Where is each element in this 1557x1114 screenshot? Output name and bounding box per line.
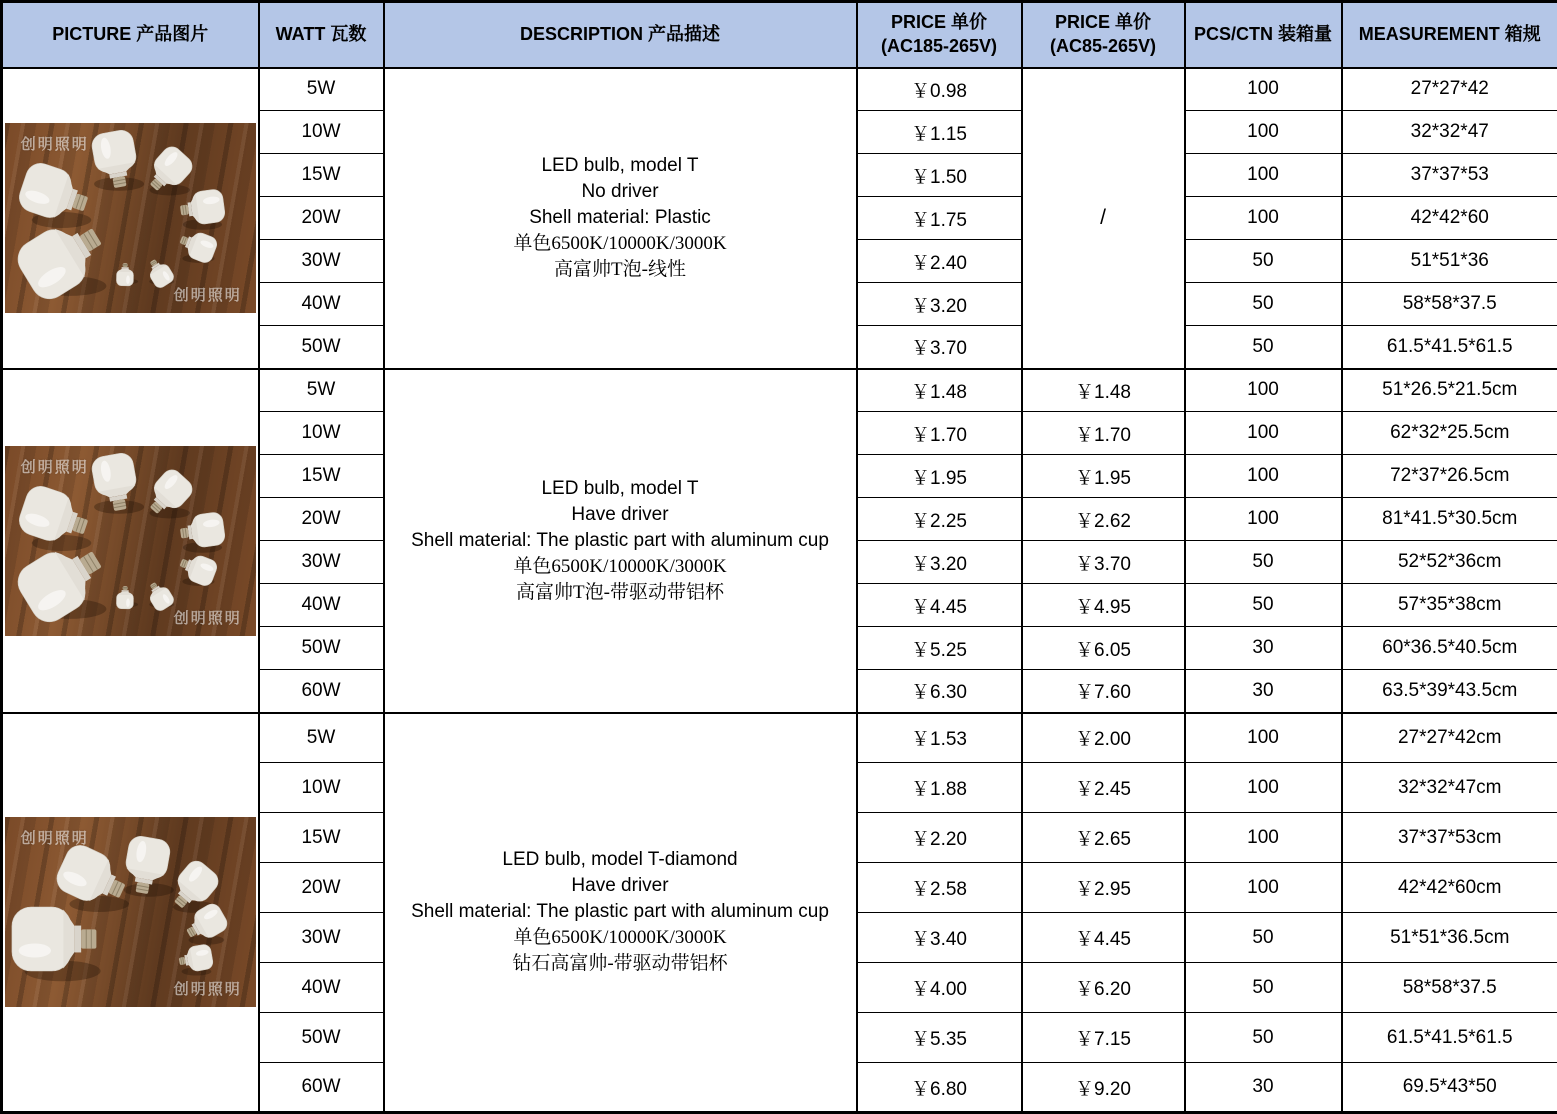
price-table-header bbox=[2, 2, 1557, 68]
price-table-body bbox=[2, 68, 1557, 1113]
cell-watt: 20W bbox=[259, 498, 384, 541]
cell-watt: 15W bbox=[259, 154, 384, 197]
product-photo bbox=[5, 446, 256, 636]
cell-watt: 5W bbox=[259, 713, 384, 763]
cell-measurement: 69.5*43*50 bbox=[1342, 1063, 1557, 1113]
cell-price-ac85-265v: ￥1.95 bbox=[1022, 455, 1185, 498]
cell-measurement: 58*58*37.5 bbox=[1342, 963, 1557, 1013]
cell-measurement: 62*32*25.5cm bbox=[1342, 412, 1557, 455]
cell-watt: 50W bbox=[259, 1013, 384, 1063]
product-photo bbox=[5, 123, 256, 313]
cell-watt: 30W bbox=[259, 240, 384, 283]
column-header-1 bbox=[259, 2, 384, 68]
cell-price-ac85-265v: ￥9.20 bbox=[1022, 1063, 1185, 1113]
column-header-label: WATT 瓦数 bbox=[264, 23, 379, 46]
cell-pcs-per-carton: 50 bbox=[1185, 541, 1342, 584]
cell-price-ac185-265v: ￥1.53 bbox=[857, 713, 1022, 763]
cell-pcs-per-carton: 50 bbox=[1185, 240, 1342, 283]
cell-price-ac85-265v: ￥2.62 bbox=[1022, 498, 1185, 541]
cell-price-ac85-265v: ￥4.95 bbox=[1022, 584, 1185, 627]
cell-price-ac185-265v: ￥2.40 bbox=[857, 240, 1022, 283]
cell-measurement: 51*26.5*21.5cm bbox=[1342, 369, 1557, 412]
cell-watt: 10W bbox=[259, 412, 384, 455]
cell-price-ac185-265v: ￥1.75 bbox=[857, 197, 1022, 240]
cell-price-ac185-265v: ￥1.50 bbox=[857, 154, 1022, 197]
cell-measurement: 32*32*47cm bbox=[1342, 763, 1557, 813]
cell-measurement: 81*41.5*30.5cm bbox=[1342, 498, 1557, 541]
cell-pcs-per-carton: 100 bbox=[1185, 111, 1342, 154]
cell-measurement: 51*51*36.5cm bbox=[1342, 913, 1557, 963]
cell-price-ac85-265v: ￥1.70 bbox=[1022, 412, 1185, 455]
cell-price-ac85-265v: ￥2.95 bbox=[1022, 863, 1185, 913]
cell-pcs-per-carton: 100 bbox=[1185, 197, 1342, 240]
cell-price-ac185-265v: ￥3.20 bbox=[857, 283, 1022, 326]
cell-watt: 5W bbox=[259, 68, 384, 111]
cell-price-ac185-265v: ￥2.20 bbox=[857, 813, 1022, 863]
product-photo bbox=[5, 817, 256, 1007]
cell-price-ac85-265v: ￥7.60 bbox=[1022, 670, 1185, 713]
description-line: LED bulb, model T bbox=[391, 153, 850, 179]
photo-watermark: 创明照明 bbox=[21, 133, 89, 154]
cell-pcs-per-carton: 100 bbox=[1185, 763, 1342, 813]
cell-pcs-per-carton: 100 bbox=[1185, 863, 1342, 913]
cell-watt: 20W bbox=[259, 863, 384, 913]
cell-price-ac85-265v: ￥6.05 bbox=[1022, 627, 1185, 670]
column-header-label: PRICE 单价 bbox=[1027, 11, 1180, 34]
column-header-3 bbox=[857, 2, 1022, 68]
cell-pcs-per-carton: 50 bbox=[1185, 913, 1342, 963]
cell-pcs-per-carton: 100 bbox=[1185, 154, 1342, 197]
cell-pcs-per-carton: 100 bbox=[1185, 498, 1342, 541]
cell-watt: 50W bbox=[259, 326, 384, 369]
cell-watt: 40W bbox=[259, 283, 384, 326]
cell-price-ac85-265v: ￥2.45 bbox=[1022, 763, 1185, 813]
cell-price-ac185-265v: ￥2.25 bbox=[857, 498, 1022, 541]
cell-watt: 60W bbox=[259, 670, 384, 713]
cell-pcs-per-carton: 100 bbox=[1185, 455, 1342, 498]
cell-price-ac185-265v: ￥1.88 bbox=[857, 763, 1022, 813]
cell-picture bbox=[2, 713, 259, 1113]
column-header-subtitle: (AC85-265V) bbox=[1027, 35, 1180, 58]
cell-picture bbox=[2, 369, 259, 713]
cell-watt: 40W bbox=[259, 963, 384, 1013]
cell-price-ac85-265v: ￥1.48 bbox=[1022, 369, 1185, 412]
column-header-label: PCS/CTN 装箱量 bbox=[1190, 23, 1337, 46]
column-header-5 bbox=[1185, 2, 1342, 68]
cell-measurement: 42*42*60cm bbox=[1342, 863, 1557, 913]
description-line: 高富帅T泡-线性 bbox=[391, 257, 850, 283]
cell-watt: 10W bbox=[259, 111, 384, 154]
cell-pcs-per-carton: 30 bbox=[1185, 627, 1342, 670]
column-header-0 bbox=[2, 2, 259, 68]
cell-measurement: 42*42*60 bbox=[1342, 197, 1557, 240]
cell-price-ac185-265v: ￥2.58 bbox=[857, 863, 1022, 913]
cell-pcs-per-carton: 50 bbox=[1185, 963, 1342, 1013]
cell-price-ac185-265v: ￥3.70 bbox=[857, 326, 1022, 369]
description-line: 高富帅T泡-带驱动带铝杯 bbox=[391, 580, 850, 606]
cell-watt: 60W bbox=[259, 1063, 384, 1113]
cell-measurement: 63.5*39*43.5cm bbox=[1342, 670, 1557, 713]
cell-watt: 30W bbox=[259, 913, 384, 963]
cell-measurement: 61.5*41.5*61.5 bbox=[1342, 1013, 1557, 1063]
description-line: LED bulb, model T-diamond bbox=[391, 847, 850, 873]
cell-price-ac85-265v: ￥4.45 bbox=[1022, 913, 1185, 963]
cell-price-ac185-265v: ￥4.00 bbox=[857, 963, 1022, 1013]
cell-measurement: 58*58*37.5 bbox=[1342, 283, 1557, 326]
table-row bbox=[2, 68, 1557, 111]
cell-description bbox=[384, 713, 857, 1113]
cell-price-ac185-265v: ￥1.95 bbox=[857, 455, 1022, 498]
column-header-label: PRICE 单价 bbox=[862, 11, 1017, 34]
cell-watt: 5W bbox=[259, 369, 384, 412]
header-row bbox=[2, 2, 1557, 68]
cell-price-ac185-265v: ￥3.40 bbox=[857, 913, 1022, 963]
description-line: No driver bbox=[391, 179, 850, 205]
column-header-subtitle: (AC185-265V) bbox=[862, 35, 1017, 58]
cell-price-ac85-265v: ￥3.70 bbox=[1022, 541, 1185, 584]
description-line: 单色6500K/10000K/3000K bbox=[391, 231, 850, 257]
cell-price-ac85-265v: ￥2.00 bbox=[1022, 713, 1185, 763]
cell-picture bbox=[2, 68, 259, 369]
cell-price-ac85-265v: ￥7.15 bbox=[1022, 1013, 1185, 1063]
cell-measurement: 32*32*47 bbox=[1342, 111, 1557, 154]
cell-measurement: 27*27*42 bbox=[1342, 68, 1557, 111]
cell-price-ac185-265v: ￥1.15 bbox=[857, 111, 1022, 154]
cell-description bbox=[384, 68, 857, 369]
cell-price-ac185-265v: ￥1.70 bbox=[857, 412, 1022, 455]
cell-measurement: 61.5*41.5*61.5 bbox=[1342, 326, 1557, 369]
cell-price-ac85-265v: ￥2.65 bbox=[1022, 813, 1185, 863]
description-line: Have driver bbox=[391, 502, 850, 528]
table-row bbox=[2, 369, 1557, 412]
column-header-label: DESCRIPTION 产品描述 bbox=[389, 23, 852, 46]
cell-watt: 40W bbox=[259, 584, 384, 627]
column-header-label: PICTURE 产品图片 bbox=[7, 23, 254, 46]
cell-pcs-per-carton: 100 bbox=[1185, 412, 1342, 455]
cell-price-ac185-265v: ￥5.25 bbox=[857, 627, 1022, 670]
description-line: Shell material: The plastic part with aluminum cup bbox=[391, 899, 850, 925]
cell-watt: 20W bbox=[259, 197, 384, 240]
description-line: Have driver bbox=[391, 873, 850, 899]
cell-pcs-per-carton: 100 bbox=[1185, 813, 1342, 863]
cell-price-ac85-265v-merged: / bbox=[1022, 68, 1185, 369]
cell-watt: 30W bbox=[259, 541, 384, 584]
cell-pcs-per-carton: 50 bbox=[1185, 283, 1342, 326]
cell-measurement: 57*35*38cm bbox=[1342, 584, 1557, 627]
column-header-6 bbox=[1342, 2, 1557, 68]
description-line: Shell material: Plastic bbox=[391, 205, 850, 231]
cell-price-ac185-265v: ￥1.48 bbox=[857, 369, 1022, 412]
column-header-4 bbox=[1022, 2, 1185, 68]
cell-measurement: 51*51*36 bbox=[1342, 240, 1557, 283]
cell-pcs-per-carton: 30 bbox=[1185, 1063, 1342, 1113]
description-line: 单色6500K/10000K/3000K bbox=[391, 554, 850, 580]
cell-price-ac185-265v: ￥6.30 bbox=[857, 670, 1022, 713]
cell-price-ac185-265v: ￥4.45 bbox=[857, 584, 1022, 627]
photo-watermark: 创明照明 bbox=[174, 607, 242, 628]
cell-price-ac85-265v: ￥6.20 bbox=[1022, 963, 1185, 1013]
cell-pcs-per-carton: 50 bbox=[1185, 584, 1342, 627]
cell-measurement: 60*36.5*40.5cm bbox=[1342, 627, 1557, 670]
cell-watt: 15W bbox=[259, 813, 384, 863]
description-line: LED bulb, model T bbox=[391, 476, 850, 502]
cell-pcs-per-carton: 50 bbox=[1185, 326, 1342, 369]
cell-description bbox=[384, 369, 857, 713]
cell-pcs-per-carton: 100 bbox=[1185, 369, 1342, 412]
column-header-label: MEASUREMENT 箱规 bbox=[1347, 23, 1554, 46]
column-header-2 bbox=[384, 2, 857, 68]
cell-pcs-per-carton: 100 bbox=[1185, 68, 1342, 111]
cell-measurement: 52*52*36cm bbox=[1342, 541, 1557, 584]
cell-watt: 50W bbox=[259, 627, 384, 670]
cell-price-ac185-265v: ￥6.80 bbox=[857, 1063, 1022, 1113]
cell-measurement: 27*27*42cm bbox=[1342, 713, 1557, 763]
photo-watermark: 创明照明 bbox=[174, 284, 242, 305]
cell-pcs-per-carton: 50 bbox=[1185, 1013, 1342, 1063]
description-line: Shell material: The plastic part with aluminum cup bbox=[391, 528, 850, 554]
cell-measurement: 37*37*53 bbox=[1342, 154, 1557, 197]
cell-watt: 15W bbox=[259, 455, 384, 498]
photo-watermark: 创明照明 bbox=[21, 827, 89, 848]
cell-pcs-per-carton: 30 bbox=[1185, 670, 1342, 713]
cell-price-ac185-265v: ￥5.35 bbox=[857, 1013, 1022, 1063]
description-line: 单色6500K/10000K/3000K bbox=[391, 925, 850, 951]
cell-watt: 10W bbox=[259, 763, 384, 813]
photo-watermark: 创明照明 bbox=[174, 978, 242, 999]
cell-pcs-per-carton: 100 bbox=[1185, 713, 1342, 763]
photo-watermark: 创明照明 bbox=[21, 456, 89, 477]
cell-measurement: 72*37*26.5cm bbox=[1342, 455, 1557, 498]
cell-price-ac185-265v: ￥0.98 bbox=[857, 68, 1022, 111]
cell-measurement: 37*37*53cm bbox=[1342, 813, 1557, 863]
description-line: 钻石高富帅-带驱动带铝杯 bbox=[391, 951, 850, 977]
table-row bbox=[2, 713, 1557, 763]
cell-price-ac185-265v: ￥3.20 bbox=[857, 541, 1022, 584]
